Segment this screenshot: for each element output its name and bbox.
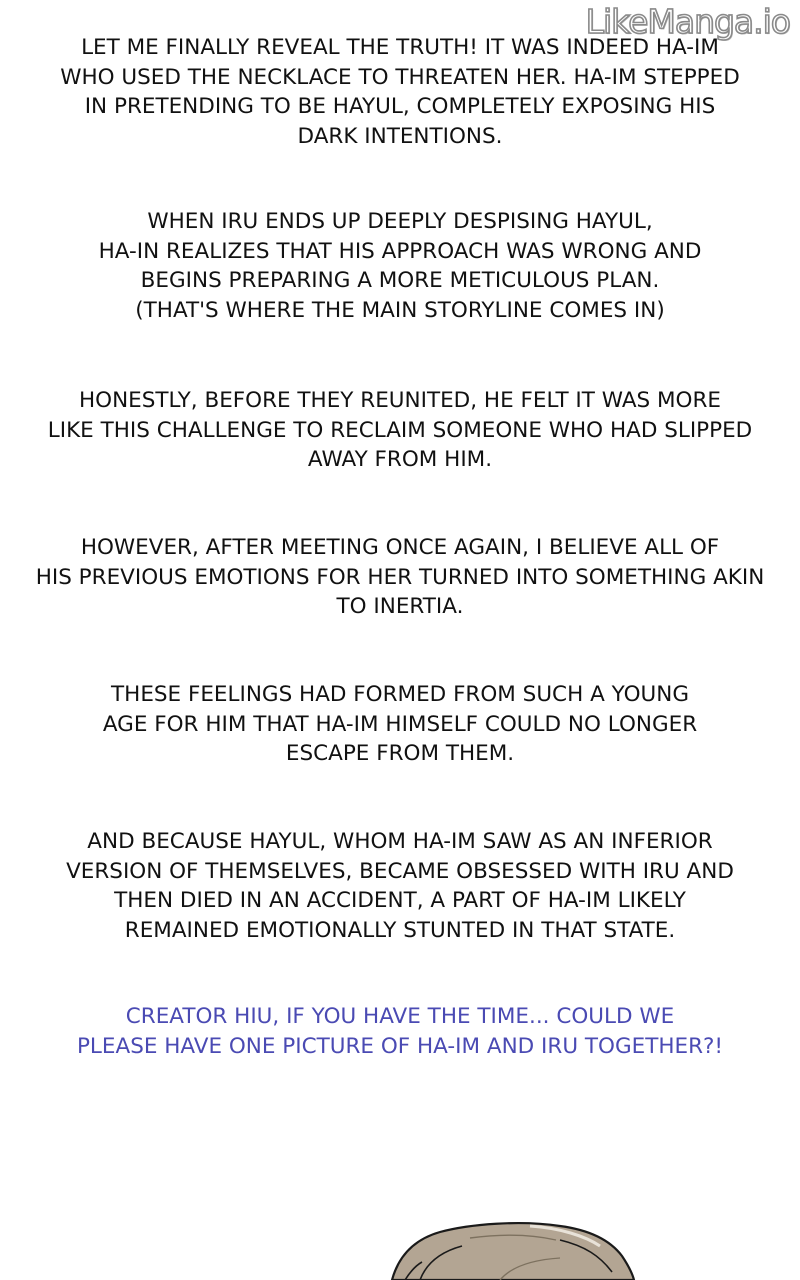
text-line: THESE FEELINGS HAD FORMED FROM SUCH A YOUNG [111,682,689,707]
text-line: WHO USED THE NECKLACE TO THREATEN HER. HA-IM STEPPED [60,64,740,90]
note-paragraph-feelings [0,680,800,769]
text-line: HOWEVER, AFTER MEETING ONCE AGAIN, I BELIEVE ALL OF [80,535,720,560]
note-paragraph-hayul [0,827,800,945]
text-line: THEN DIED IN AN ACCIDENT, A PART OF HA-IM LIKELY [114,888,686,913]
text-line: DARK INTENTIONS. [297,123,503,149]
text-line: AND BECAUSE HAYUL, WHOM HA-IM SAW AS AN INFERIOR [87,829,713,854]
text-line: REMAINED EMOTIONALLY STUNTED IN THAT STATE. [124,917,676,943]
note-paragraph-challenge [0,386,800,475]
character-hair-illustration [0,1180,800,1280]
text-line: BEGINS PREPARING A MORE METICULOUS PLAN. [140,268,660,293]
text-line: VERSION OF THEMSELVES, BECAME OBSESSED WITH IRU AND [66,858,734,884]
note-paragraph-request [0,1002,800,1061]
text-line: AGE FOR HIM THAT HA-IM HIMSELF COULD NO LONGER [102,711,698,737]
text-line: PLEASE HAVE ONE PICTURE OF HA-IM AND IRU TOGETHER?! [76,1033,724,1059]
text-line: HONESTLY, BEFORE THEY REUNITED, HE FELT IT WAS MORE [78,388,722,413]
hair-shape [392,1223,634,1280]
text-line: TO INERTIA. [336,594,464,619]
note-paragraph-truth [0,33,800,151]
note-paragraph-inertia [0,533,800,622]
text-line: WHEN IRU ENDS UP DEEPLY DESPISING HAYUL, [147,209,653,234]
text-line: HIS PREVIOUS EMOTIONS FOR HER TURNED INTO SOMETHING AKIN [35,564,765,590]
text-line: LET ME FINALLY REVEAL THE TRUTH! IT WAS INDEED HA-IM [81,35,719,60]
text-line: LIKE THIS CHALLENGE TO RECLAIM SOMEONE WHO HAD SLIPPED [47,417,753,443]
site-watermark: LikeManga.io [585,2,790,41]
text-line: (THAT'S WHERE THE MAIN STORYLINE COMES IN) [135,297,665,323]
text-line: IN PRETENDING TO BE HAYUL, COMPLETELY EXPOSING HIS [84,94,716,119]
note-paragraph-plan [0,207,800,325]
text-line: ESCAPE FROM THEM. [285,741,515,766]
text-line: AWAY FROM HIM. [307,447,493,472]
text-line: HA-IN REALIZES THAT HIS APPROACH WAS WRONG AND [98,238,702,264]
text-line: CREATOR HIU, IF YOU HAVE THE TIME... COULD WE [125,1004,675,1029]
